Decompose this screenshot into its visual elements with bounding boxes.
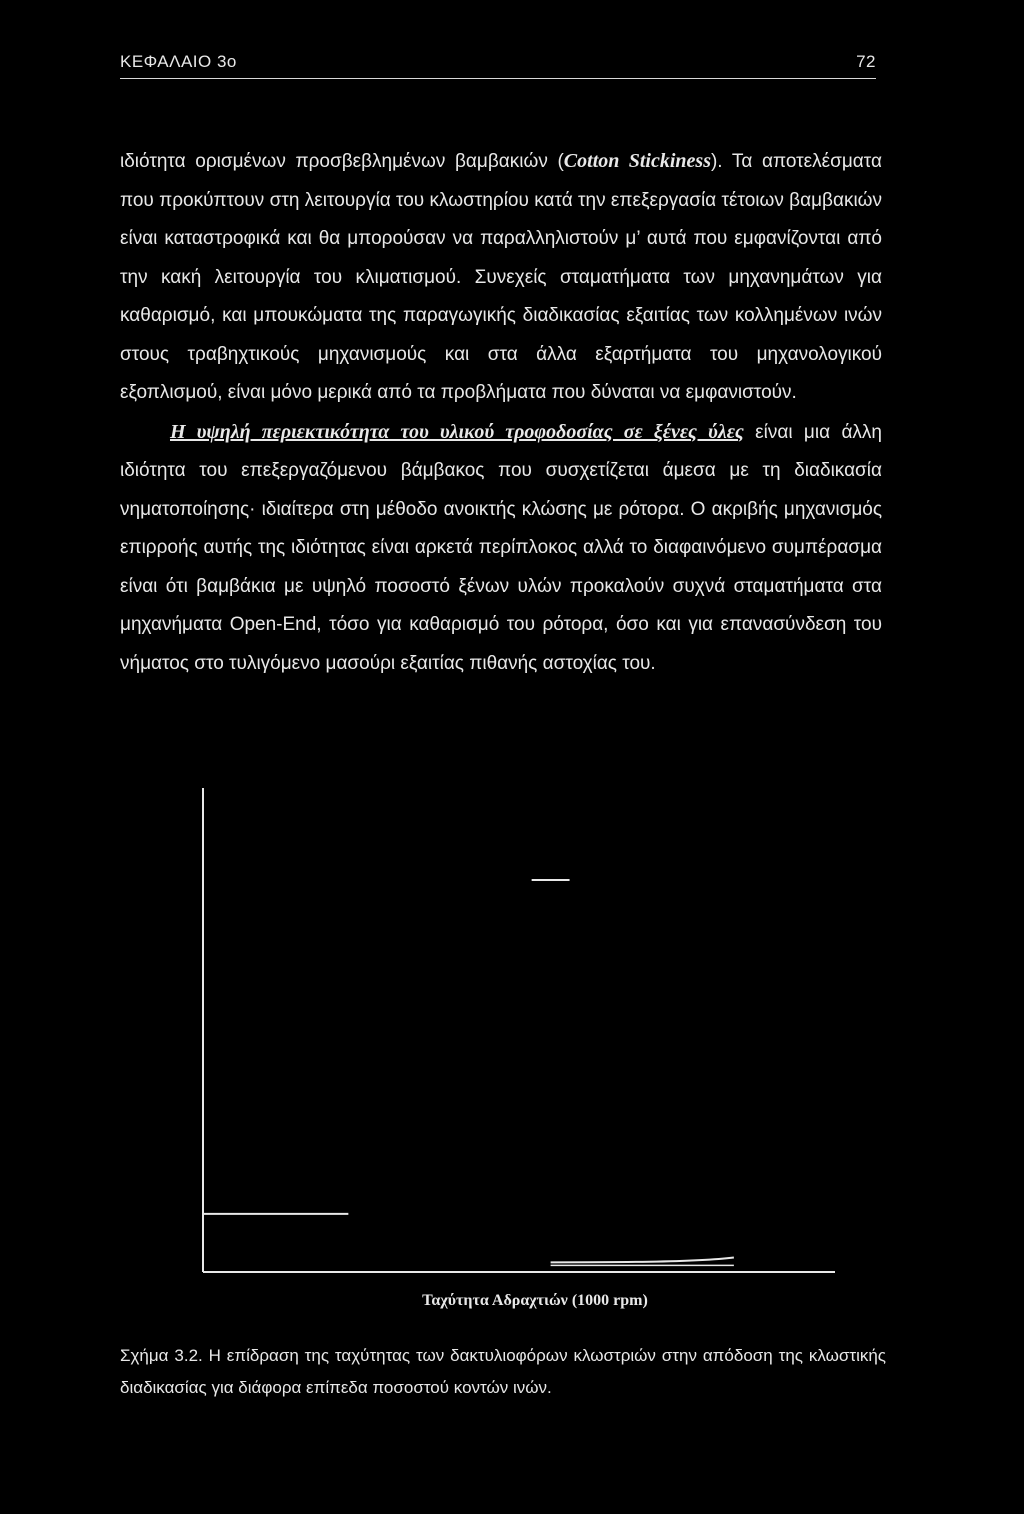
body-text: [120, 142, 882, 683]
paragraph-1: [120, 142, 882, 413]
term-foreign-matter: [170, 421, 744, 443]
x-axis-label: Ταχύτητα Αδραχτιών (1000 rpm): [422, 1292, 648, 1309]
page-header: [120, 52, 876, 79]
page-number: 72: [856, 52, 876, 71]
paragraph-2: [120, 413, 882, 684]
series-line-lower-right-curve: [551, 1257, 734, 1262]
paragraph-2-text: είναι μια άλλη ιδιότητα του επεξεργαζόμενου βάμβακος που συσχετίζεται άμεσα με τη διαδικασία νηματοποίησης· ιδιαίτερα στη μέθοδο ανοικτής κλώσης με ρότορα. Ο ακριβής μηχανισμός επιρροής αυτής της ιδιότητας είναι αρκετά περίπλοκος αλλά το διαφαινόμενο συμπέρασμα είναι ότι βαμβάκια με υψηλό ποσοστό ξένων υλών προκαλούν συχνά σταματήματα στα μηχανήματα Open-End, τόσο για καθαρισμό του ρότορα, όσο και για επανασύνδεση του νήματος στο τυλιγόμενο μασούρι εξαιτίας πιθανής αστοχίας του.: [120, 421, 882, 674]
paragraph-1-text-b: ). Τα αποτελέσματα που προκύπτουν στη λειτουργία του κλωστηρίου κατά την επεξεργασία τέτοιων βαμβακιών είναι καταστροφικά και θα μπορούσαν να παραλληλιστούν μ’ αυτά που εμφανίζονται από την κακή λειτουργία του κλιματισμού. Συνεχείς σταματήματα των μηχανημάτων για καθαρισμό, και μπουκώματα της παραγωγικής διαδικασίας εξαιτίας των κολλημένων ινών στους τραβηχτικούς μηχανισμούς και στα άλλα εξαρτήματα του μηχανολογικού εξοπλισμού, είναι μόνο μερικά από τα προβλήματα που δύναται να εμφανιστούν.: [120, 151, 882, 403]
term-foreign-matter-text: Η υψηλή περιεκτικότητα του υλικού τροφοδοσίας σε ξένες ύλες: [170, 420, 744, 443]
chart-svg: [195, 788, 840, 1278]
chapter-title: ΚΕΦΑΛΑΙΟ 3ο: [120, 52, 237, 71]
figure-caption: Σχήμα 3.2. Η επίδραση της ταχύτητας των δακτυλιοφόρων κλωστριών στην απόδοση της κλωστικής διαδικασίας για διάφορα επίπεδα ποσοστού κοντών ινών.: [120, 1346, 886, 1397]
series-layer: [203, 880, 734, 1265]
paragraph-1-text-a: ιδιότητα ορισμένων προσβεβλημένων βαμβακιών (: [120, 151, 564, 172]
term-cotton-stickiness: Cotton Stickiness: [563, 150, 711, 172]
figure: [195, 788, 840, 1278]
